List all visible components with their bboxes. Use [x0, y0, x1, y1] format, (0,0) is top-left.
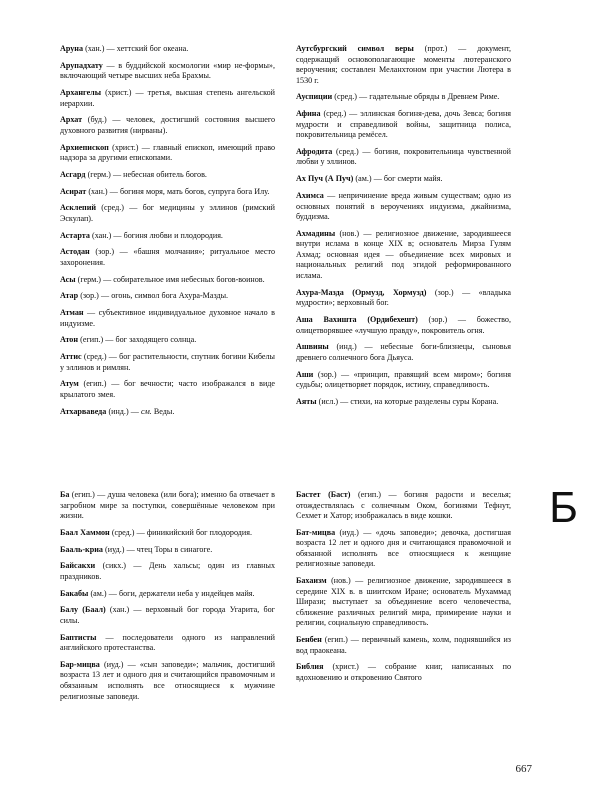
- entry-definition: — богиня радости и веселья; отождествлялась с солнечным Оком, богинями Тефнут, Сехмет и Хатор; изображалась в виде кошки.: [296, 490, 511, 521]
- entry-qualifier: (егип.): [350, 490, 381, 499]
- entry-qualifier: (нов.): [326, 576, 351, 586]
- entry-definition: — субъективное индивидуальное духовное начало в индуизме.: [60, 308, 275, 328]
- entry-definition: — гадательные обряды в Древнем Риме.: [356, 92, 500, 102]
- entry-cross-reference: Веды.: [151, 406, 175, 416]
- entry-definition: — богиня, покровительница чувственной любви у эллинов.: [296, 146, 511, 167]
- dictionary-entry: [60, 545, 275, 556]
- entry-definition: — «владыка мудрости»; верховный бог.: [296, 287, 512, 308]
- dictionary-entry: [60, 115, 275, 136]
- entry-definition: — верховный бог города Угарита, бог силы.: [60, 605, 275, 625]
- dictionary-entry: [296, 44, 511, 86]
- entry-qualifier: (ам.): [353, 174, 372, 184]
- entry-headword: Бакабы: [60, 588, 89, 598]
- entry-qualifier: (инд.): [106, 406, 129, 416]
- entry-definition: — чтец Торы в синагоге.: [124, 544, 213, 554]
- column-right: [296, 490, 511, 684]
- dictionary-entry: [296, 109, 511, 141]
- entry-definition: — эллинская богиня-дева, дочь Зевса; богиня мудрости и справедливой войны, защитница полиса, покровительница ремёсел.: [296, 109, 511, 140]
- entry-definition: — собрание книг, написанных по вдохновению и откровению Святого: [296, 662, 511, 682]
- entry-headword: Аша Вахишта (Ордибехешт): [296, 314, 418, 324]
- entry-definition: — религиозное движение, зародившееся в середине XIX в. в шиитском Иране; основатель Мухаммад Ширази; выступает за объединение всего человечества, сближение различных религий мира, примирение науки и религии, социальную справедливость.: [296, 576, 511, 628]
- entry-qualifier: (егип.): [321, 635, 348, 645]
- entry-definition: — собирательное имя небесных богов-воинов.: [100, 274, 265, 284]
- entry-headword: Атар: [60, 291, 79, 301]
- dictionary-entry: [60, 660, 275, 702]
- dictionary-entry: [60, 605, 275, 626]
- dictionary-entry: [296, 370, 511, 391]
- entry-headword: Ба: [60, 490, 70, 499]
- entry-qualifier: (зор.): [313, 369, 337, 379]
- entry-headword: Афина: [296, 109, 321, 119]
- entry-headword: Арупадхату: [60, 60, 103, 70]
- entry-definition: — «башня молчания»; ритуальное место захоронения.: [60, 247, 275, 267]
- dictionary-entry: [60, 308, 275, 329]
- dictionary-entry: [60, 633, 275, 654]
- entry-headword: Баптисты: [60, 632, 97, 642]
- dictionary-entry: [60, 561, 275, 582]
- entry-definition: — человек, достигший состояния высшего духовного развития (нирваны).: [60, 115, 275, 135]
- entry-qualifier: (егип.): [78, 379, 107, 389]
- entry-headword: Бааль-криа: [60, 544, 103, 554]
- page-number: 667: [515, 763, 532, 775]
- entry-headword: Астодан: [60, 247, 90, 257]
- entry-qualifier: (сред.): [96, 203, 124, 213]
- entry-qualifier: (христ.): [323, 662, 359, 672]
- entry-headword: Аутсбургский символ веры: [296, 44, 414, 53]
- entry-headword: Ах Пуч (А Пуч): [296, 174, 354, 184]
- entry-headword: Ахмадины: [296, 228, 336, 238]
- entry-definition: — «сын заповеди»; мальчик, достигший возраста 13 лет и одного дня и считающийся правомочным и обязанным исполнять все относящиеся к мужчине религиозные заповеди.: [60, 659, 275, 701]
- entry-definition: — последователи одного из направлений английского протестанства.: [60, 632, 275, 653]
- entry-qualifier: (сред.): [332, 146, 359, 156]
- entry-definition: — финикийский бог плодородия.: [134, 527, 252, 537]
- entry-qualifier: (сред.): [109, 527, 135, 537]
- entry-definition: — огонь, символ бога Ахура-Мазды.: [98, 291, 229, 301]
- entry-qualifier: (хан.): [86, 186, 108, 196]
- entry-definition: — душа человека (или бога); именно ба отвечает в загробном мире за поступки, совершённые человеком при жизни.: [60, 490, 275, 521]
- dictionary-entry: [296, 528, 511, 570]
- dictionary-entry: [296, 342, 511, 363]
- entry-headword: Атон: [60, 335, 79, 345]
- dictionary-entry: [296, 662, 511, 683]
- entry-qualifier: (прот.): [413, 44, 448, 53]
- entry-definition: — День хальсы; один из главных праздников.: [60, 561, 275, 581]
- column-left: [60, 490, 275, 702]
- entry-definition: —: [128, 406, 141, 416]
- entry-qualifier: (инд.): [328, 342, 357, 352]
- dictionary-entry: [60, 275, 275, 286]
- dictionary-entry: [60, 61, 275, 82]
- dictionary-entry: [60, 407, 275, 418]
- entry-definition: — божество, олицетворявшее «лучшую правду», покровитель огня.: [296, 314, 511, 335]
- entry-headword: Архангелы: [60, 88, 102, 98]
- entry-qualifier: (сред.): [81, 352, 107, 362]
- dictionary-entry: [60, 231, 275, 242]
- entry-qualifier: (ам.): [88, 588, 107, 598]
- entry-definition: — документ, содержащий основополагающие моменты лютеранского вероучения; составлен Меланхтоном при участии Лютера в 1530 г.: [296, 44, 511, 85]
- entry-headword: Асират: [60, 186, 87, 196]
- entry-definition: — третья, высшая степень ангельской иерархии.: [60, 88, 276, 108]
- entry-qualifier: (христ.): [101, 88, 132, 98]
- entry-headword: Асгард: [60, 169, 86, 179]
- entry-headword: Атхарваведа: [60, 406, 107, 416]
- entry-definition: — бог медицины у эллинов (римский Эскулап).: [60, 203, 276, 223]
- entry-headword: Асы: [60, 274, 76, 284]
- entry-qualifier: (нов.): [335, 228, 360, 238]
- entry-headword: Бахаизм: [296, 576, 327, 586]
- section-letter-a: [60, 44, 512, 417]
- dictionary-entry: [296, 147, 511, 168]
- entry-headword: Атум: [60, 379, 79, 389]
- entry-headword: Ахимса: [296, 190, 324, 200]
- entry-qualifier: (хан.): [83, 44, 105, 53]
- column-right: [296, 44, 511, 407]
- dictionary-entry: [60, 291, 275, 302]
- entry-qualifier: (зор.): [417, 314, 448, 324]
- entry-definition: — богиня моря, мать богов, супруга бога Илу.: [107, 186, 270, 196]
- entry-definition: — небесные боги-близнецы, сыновья древнего солнечного бога Дьяуса.: [296, 342, 511, 362]
- entry-definition: — первичный камень, холм, поднявшийся из вод праокеана.: [296, 635, 511, 655]
- entry-definition: — религиозное движение, зародившееся внутри ислама в конце XIX в; основатель Мирза Гулям Ахмад; основная идея — объединение всех мировых и национальных религий под эгидой реформированного ислама.: [296, 228, 511, 280]
- entry-definition: — стихи, на которые разделены суры Корана.: [338, 396, 499, 406]
- entry-headword: Афродита: [296, 146, 333, 156]
- dictionary-entry: [60, 528, 275, 539]
- entry-headword: Асклепий: [60, 203, 97, 213]
- entry-definition: — главный епископ, имеющий право надзора за другими епископами.: [60, 142, 276, 163]
- dictionary-entry: [296, 92, 511, 103]
- entry-qualifier: (буд.): [82, 115, 107, 125]
- entry-definition: — непричинение вреда живым существам; одно из основных понятий в вероучениях индуизма, джайнизма, буддизма.: [296, 190, 511, 222]
- dictionary-entry: [296, 490, 511, 522]
- dictionary-entry: [60, 379, 275, 400]
- entry-headword: Балу (Баал): [60, 605, 106, 615]
- entry-qualifier: (исл.): [316, 396, 339, 406]
- dictionary-entry: [60, 352, 275, 373]
- entry-qualifier: (егип.): [69, 490, 95, 499]
- dictionary-entry: [296, 288, 511, 309]
- entry-definition: — в буддийской космологии «мир не-формы», включающий четыре высших неба Брахмы.: [60, 60, 275, 81]
- entry-headword: Бенбен: [296, 635, 322, 645]
- entry-qualifier: (христ.): [108, 142, 139, 152]
- entry-headword: Астарта: [60, 230, 90, 240]
- entry-headword: Аруна: [60, 44, 83, 53]
- entry-headword: Ауспиции: [296, 92, 333, 102]
- entry-headword: Аттис: [60, 352, 82, 362]
- dictionary-entry: [60, 88, 275, 109]
- entry-qualifier: (иуд.): [102, 544, 125, 554]
- entry-definition: — «дочь заповеди»; девочка, достигшая возраста 12 лет и одного дня и считающаяся правомочной и обязанной исполнять все относящиеся к женщине религиозные заповеди.: [296, 527, 512, 569]
- dictionary-entry: [296, 315, 511, 336]
- entry-definition: — хеттский бог океана.: [104, 44, 189, 53]
- entry-headword: Атман: [60, 308, 84, 318]
- dictionary-entry: [60, 589, 275, 600]
- dictionary-entry: [296, 229, 511, 282]
- entry-qualifier: (зор.): [89, 247, 115, 257]
- entry-qualifier: (егип.): [78, 335, 104, 345]
- entry-qualifier: (хан.): [89, 230, 112, 240]
- entry-qualifier: (иуд.): [335, 527, 359, 537]
- entry-cross-reference-marker: см.: [141, 406, 152, 416]
- dictionary-entry: [296, 174, 511, 185]
- entry-qualifier: (сред.): [320, 109, 347, 119]
- entry-qualifier: (хан.): [105, 605, 130, 615]
- entry-definition: — бог смерти майя.: [371, 174, 443, 184]
- entry-headword: Баал Хаммон: [60, 527, 110, 537]
- dictionary-entry: [296, 635, 511, 656]
- dictionary-entry: [60, 170, 275, 181]
- dictionary-entry: [296, 191, 511, 223]
- dictionary-entry: [60, 247, 275, 268]
- dictionary-entry: [296, 576, 511, 629]
- entry-definition: — «принцип, правящий всем миром»; богиня судьбы; олицетворяет порядок, истину, справедливость.: [296, 369, 512, 390]
- entry-qualifier: (иуд.): [99, 659, 124, 669]
- two-column-layout: [60, 490, 512, 702]
- entry-definition: — боги, держатели неба у индейцев майя.: [106, 588, 255, 598]
- entry-definition: — бог заходящего солнца.: [103, 335, 197, 345]
- entry-definition: — богиня любви и плодородия.: [111, 230, 223, 240]
- entry-definition: — бог растительности, спутник богини Кибелы у эллинов и римлян.: [60, 352, 275, 372]
- two-column-layout: [60, 44, 512, 417]
- column-left: [60, 44, 275, 417]
- entry-headword: Бат-мицва: [296, 527, 336, 537]
- section-letter-b: [60, 490, 512, 702]
- dictionary-entry: [60, 143, 275, 164]
- entry-headword: Архиепископ: [60, 142, 109, 152]
- dictionary-entry: [60, 203, 275, 224]
- entry-definition: — небесная обитель богов.: [110, 169, 207, 179]
- dictionary-entry: [60, 490, 275, 522]
- entry-headword: Архат: [60, 115, 83, 125]
- entry-headword: Аши: [296, 369, 314, 379]
- entry-qualifier: (герм.): [75, 274, 101, 284]
- dictionary-entry: [60, 187, 275, 198]
- entry-headword: Бар-мицва: [60, 659, 100, 669]
- entry-qualifier: (сред.): [332, 92, 357, 102]
- entry-headword: Ахура-Мазда (Ормузд, Хормузд): [296, 287, 427, 297]
- letter-section-marker: Б: [549, 483, 578, 532]
- entry-qualifier: (герм.): [85, 169, 111, 179]
- dictionary-entry: [296, 397, 511, 408]
- entry-headword: Бастет (Баст): [296, 490, 351, 499]
- entry-headword: Байсакхи: [60, 561, 96, 571]
- entry-qualifier: (зор.): [426, 287, 454, 297]
- dictionary-entry: [60, 44, 275, 55]
- entry-definition: — бог вечности; часто изображался в виде крылатого змея.: [60, 379, 275, 399]
- entry-headword: Аяты: [296, 396, 317, 406]
- entry-qualifier: (зор.): [78, 291, 99, 301]
- entry-headword: Ашвины: [296, 342, 329, 352]
- entry-qualifier: (сикх.): [95, 561, 126, 571]
- entry-headword: Библия: [296, 662, 324, 672]
- dictionary-entry: [60, 335, 275, 346]
